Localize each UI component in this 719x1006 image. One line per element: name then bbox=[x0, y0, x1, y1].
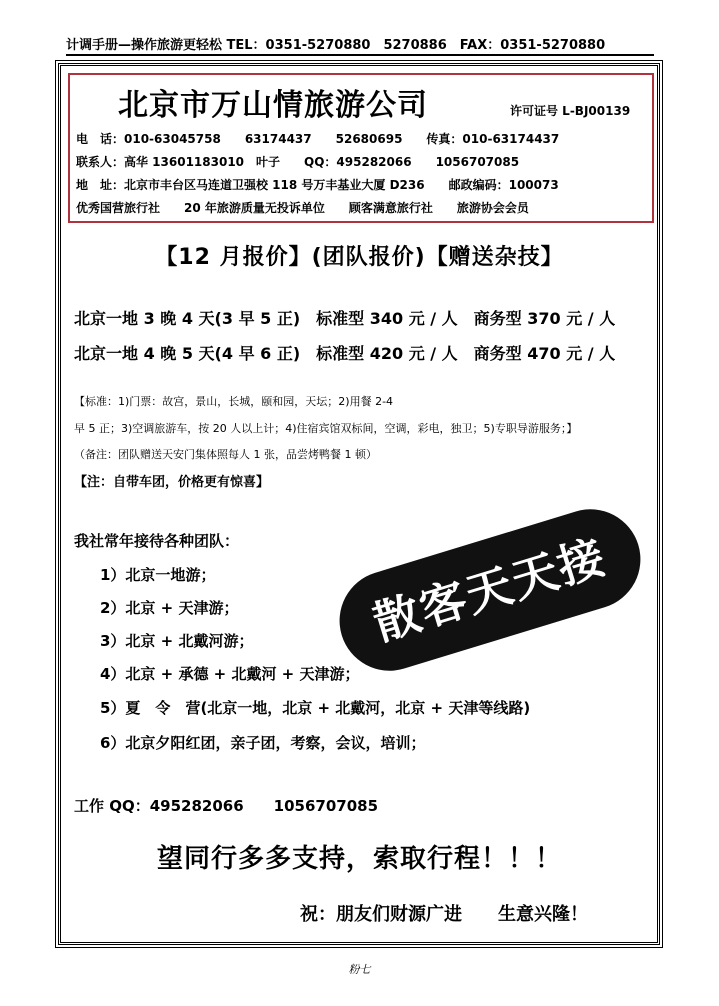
route-item: 1）北京一地游； bbox=[100, 566, 216, 584]
route-item: 6）北京夕阳红团，亲子团，考察，会议，培训； bbox=[100, 734, 426, 752]
work-qq: 工作 QQ：495282066 1056707085 bbox=[74, 797, 379, 815]
top-contact-line: 计调手册—操作旅游更轻松 TEL：0351-5270880 5270886 FAX：0351-5270880 bbox=[66, 34, 654, 56]
company-honors: 优秀国营旅行社 20 年旅游质量无投诉单位 顾客满意旅行社 旅游协会会员 bbox=[76, 201, 529, 215]
route-item: 3）北京 + 北戴河游； bbox=[100, 632, 254, 650]
stamp-text: 散客天天接 bbox=[367, 529, 613, 651]
slogan: 望同行多多支持，索取行程！！！ bbox=[156, 844, 562, 874]
routes-intro: 我社常年接待各种团队： bbox=[74, 532, 240, 550]
standard-line: 早 5 正；3)空调旅游车，按 20 人以上计；4)住宿宾馆双标间，空调，彩电，独卫；5)专职导游服务；】 bbox=[74, 422, 578, 435]
price-headline: 【12 月报价】(团队报价)【赠送杂技】 bbox=[155, 245, 564, 270]
remark-line: （备注：团队赠送天安门集体照每人 1 张，品尝烤鸭餐 1 顿） bbox=[74, 448, 377, 461]
company-contact: 联系人：高华 13601183010 叶子 QQ：495282066 1056707085 bbox=[76, 155, 520, 169]
standard-line: 【标准：1)门票：故宫，景山，长城，颐和园，天坛；2)用餐 2-4 bbox=[74, 395, 394, 408]
route-item: 4）北京 + 承德 + 北戴河 + 天津游； bbox=[100, 665, 360, 683]
price-line: 北京一地 4 晚 5 天(4 早 6 正) 标准型 420 元 / 人 商务型 470 元 / 人 bbox=[74, 344, 616, 363]
route-item: 5）夏 令 营(北京一地，北京 + 北戴河，北京 + 天津等线路) bbox=[100, 699, 531, 717]
company-phone: 电 话：010-63045758 63174437 52680695 传真：010-63174437 bbox=[76, 132, 560, 146]
route-item: 2）北京 + 天津游； bbox=[100, 599, 239, 617]
company-address: 地 址：北京市丰台区马连道卫强校 118 号万丰基业大厦 D236 邮政编码：100073 bbox=[76, 178, 559, 192]
license-number: 许可证号 L-BJ00139 bbox=[510, 104, 631, 118]
price-line: 北京一地 3 晚 4 天(3 早 5 正) 标准型 340 元 / 人 商务型 370 元 / 人 bbox=[74, 309, 616, 328]
company-name: 北京市万山情旅游公司 bbox=[118, 88, 428, 123]
page-number: 粉七 bbox=[348, 963, 371, 976]
self-drive-note: 【注：自带车团，价格更有惊喜】 bbox=[74, 475, 270, 490]
wish-line: 祝：朋友们财源广进 生意兴隆！ bbox=[300, 904, 588, 925]
